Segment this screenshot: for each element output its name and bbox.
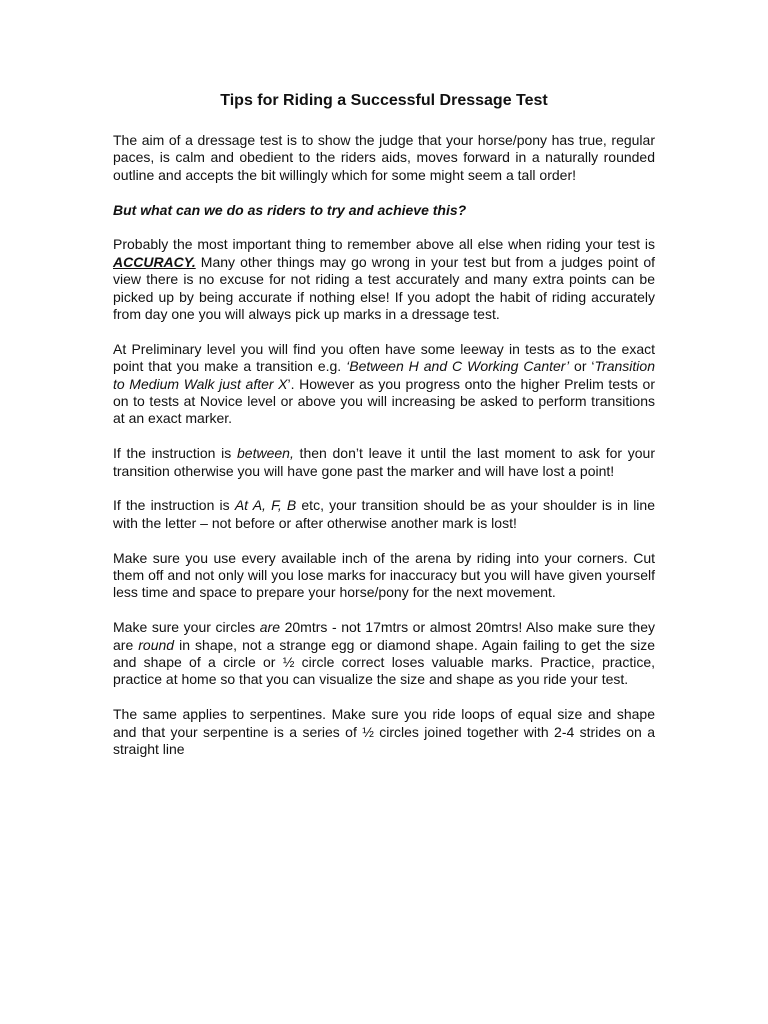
text-run: ’. However as you progress onto the higher Prelim tests or on to tests at Novice level or above you will increasing be asked to perform transitions at an exact marker. bbox=[113, 375, 655, 427]
paragraph-preliminary bbox=[113, 341, 655, 428]
paragraph-between bbox=[113, 445, 655, 480]
text-run: Many other things may go wrong in your test but from a judges point of view there is no excuse for not riding a test accurately and many extra points can be picked up by being accurate if nothing else! If you adopt the habit of riding accurately from day one you will always pick up marks in a dressage test. bbox=[113, 253, 655, 323]
emphasis-accuracy: ACCURACY. bbox=[113, 253, 196, 270]
paragraph-accuracy bbox=[113, 236, 655, 323]
emphasis-round: round bbox=[138, 636, 175, 653]
emphasis-are: are bbox=[259, 619, 280, 636]
paragraph-corners: Make sure you use every available inch of the arena by riding into your corners. Cut them off and not only will you lose marks for inaccuracy but you will have given yourself less time and space to prepare your horse/pony for the next movement. bbox=[113, 549, 655, 601]
paragraph-letters bbox=[113, 497, 655, 532]
example-transition-2: Transition to Medium Walk just after X bbox=[113, 358, 655, 392]
text-run: Make sure your circles bbox=[113, 619, 260, 636]
text-run: Probably the most important thing to remember above all else when riding your test is bbox=[113, 236, 655, 253]
text-run: then don’t leave it until the last moment to ask for your transition otherwise you will have gone past the marker and will have lost a point! bbox=[113, 445, 655, 479]
paragraph-aim: The aim of a dressage test is to show the judge that your horse/pony has true, regular paces, is calm and obedient to the riders aids, moves forward in a naturally rounded outline and accepts the bit willingly which for some might seem a tall order! bbox=[113, 132, 655, 183]
text-run: If the instruction is bbox=[113, 445, 238, 462]
paragraph-circles bbox=[113, 619, 655, 689]
emphasis-letters: At A, F, B bbox=[234, 497, 297, 514]
text-run: or ‘ bbox=[569, 358, 595, 375]
document-page bbox=[113, 90, 655, 776]
text-run: in shape, not a strange egg or diamond shape. Again failing to get the size and shape of a circle or ½ circle correct loses valuable marks. Practice, practice, practice at home so that you can visualize the size and shape as you ride your test. bbox=[113, 636, 656, 688]
paragraph-serpentines: The same applies to serpentines. Make sure you ride loops of equal size and shape and that your serpentine is a series of ½ circles joined together with 2-4 strides on a straight line bbox=[113, 706, 655, 758]
text-run: etc, your transition should be as your shoulder is in line with the letter – not before or after otherwise another mark is lost! bbox=[113, 497, 655, 531]
document-title: Tips for Riding a Successful Dressage Test bbox=[220, 92, 548, 109]
paragraph-question: But what can we do as riders to try and achieve this? bbox=[113, 201, 467, 218]
text-run: If the instruction is bbox=[113, 497, 235, 514]
text-run: At Preliminary level you will find you often have some leeway in tests as to the exact point that you make a transition e.g. bbox=[113, 340, 655, 375]
text-run: 20mtrs - not 17mtrs or almost 20mtrs! Also make sure they are bbox=[113, 619, 656, 653]
example-transition-1: ‘Between H and C Working Canter’ bbox=[346, 358, 570, 375]
emphasis-between: between, bbox=[237, 445, 294, 462]
